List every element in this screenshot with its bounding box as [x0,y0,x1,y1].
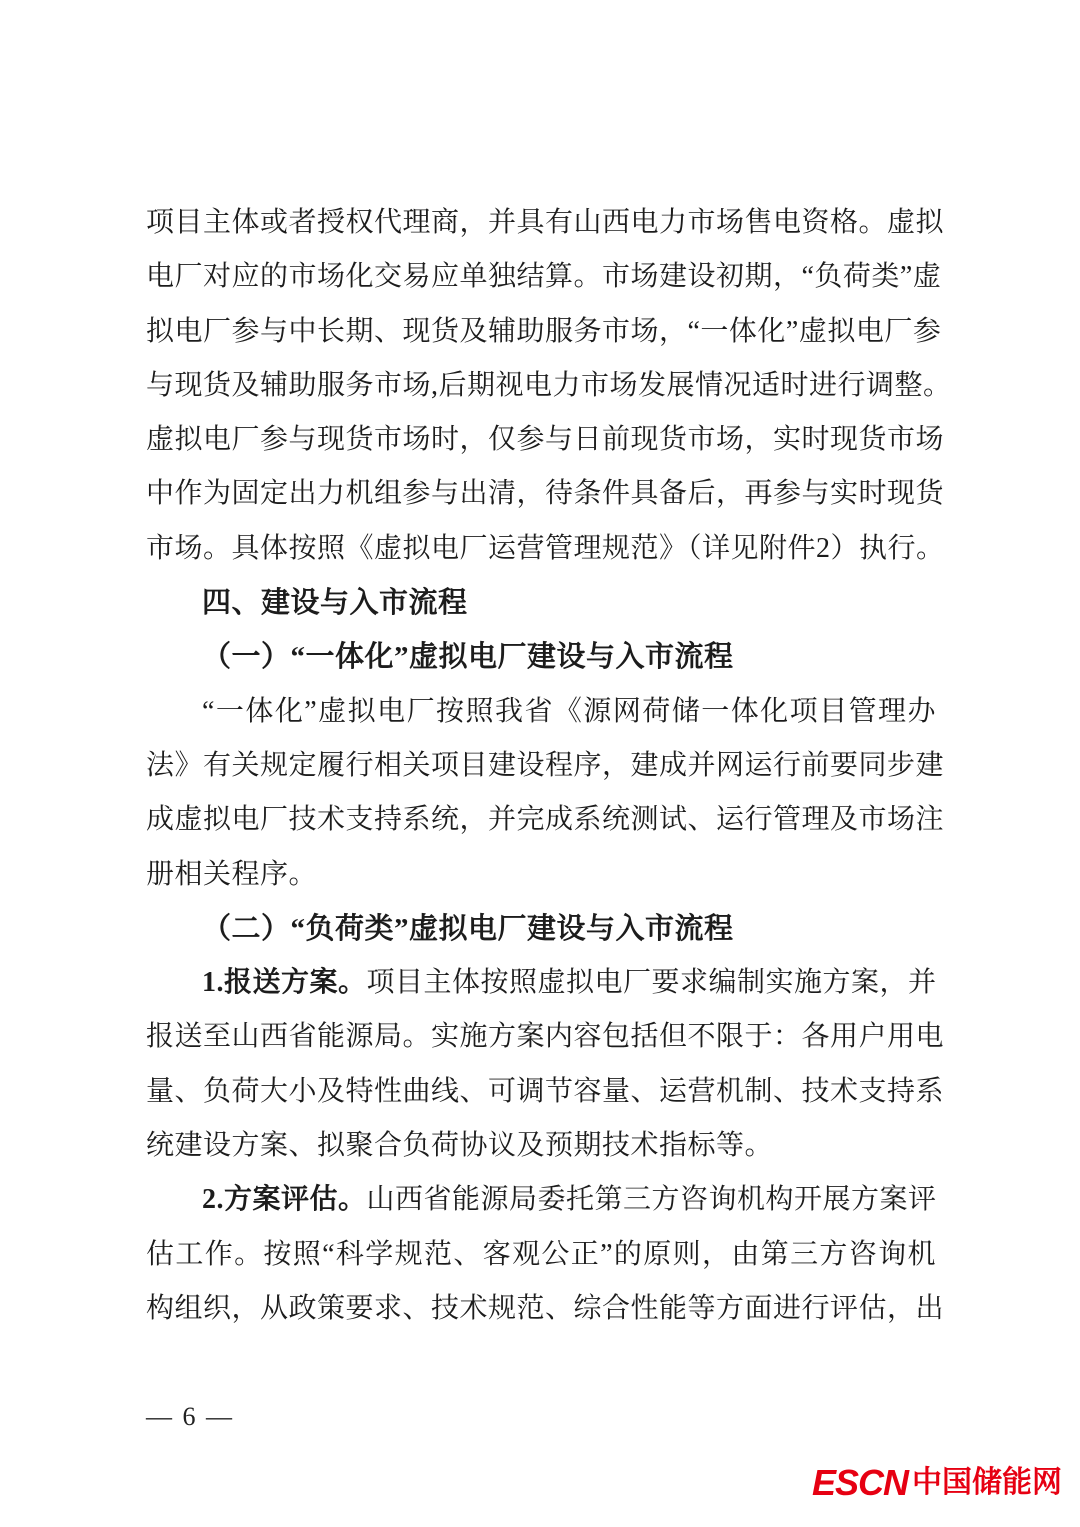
document-line: 虚拟电厂参与现货市场时，仅参与日前现货市场，实时现货市场 [146,424,945,456]
section-heading: （二）“负荷类”虚拟电厂建设与入市流程 [202,912,734,945]
section-heading: 四、建设与入市流程 [202,587,468,620]
document-line: 2.方案评估。山西省能源局委托第三方咨询机构开展方案评 [202,1184,937,1216]
logo-cjk-text: 中国储能网 [912,1466,1062,1499]
document-line: 量、负荷大小及特性曲线、可调节容量、运营机制、技术支持系 [146,1075,945,1107]
document-line: 项目主体或者授权代理商，并具有山西电力市场售电资格。虚拟 [146,207,945,238]
logo-latin-text: ESCN [811,1462,908,1503]
document-line: 法》有关规定履行相关项目建设程序，建成并网运行前要同步建 [146,749,945,781]
section-heading: （一）“一体化”虚拟电厂建设与入市流程 [202,641,734,674]
document-line: 统建设方案、拟聚合负荷协议及预期技术指标等。 [146,1130,774,1162]
document-line: 市场。具体按照《虚拟电厂运营管理规范》（详见附件2）执行。 [146,532,945,564]
paragraph-lead: 1.报送方案。 [202,967,367,999]
document-line: 成虚拟电厂技术支持系统，并完成系统测试、运行管理及市场注 [146,804,945,836]
document-body [146,196,952,1336]
document-line: 1.报送方案。项目主体按照虚拟电厂要求编制实施方案，并 [202,967,937,999]
document-line: 估工作。按照“科学规范、客观公正”的原则，由第三方咨询机 [146,1238,936,1270]
document-line: 报送至山西省能源局。实施方案内容包括但不限于：各用户用电 [146,1021,945,1053]
document-line: 电厂对应的市场化交易应单独结算。市场建设初期，“负荷类”虚 [146,261,942,293]
page-number: — 6 — [146,1402,234,1431]
document-line: 拟电厂参与中长期、现货及辅助服务市场，“一体化”虚拟电厂参 [146,315,942,347]
document-line: 中作为固定出力机组参与出清，待条件具备后，再参与实时现货 [146,478,945,510]
document-line: 册相关程序。 [146,858,318,890]
escn-logo [812,1464,1062,1502]
document-line: 与现货及辅助服务市场,后期视电力市场发展情况适时进行调整。 [146,369,952,401]
paragraph-lead: 2.方案评估。 [202,1184,367,1216]
document-line: “一体化”虚拟电厂按照我省《源网荷储一体化项目管理办 [202,695,936,727]
document-line: 构组织，从政策要求、技术规范、综合性能等方面进行评估，出 [146,1292,945,1324]
